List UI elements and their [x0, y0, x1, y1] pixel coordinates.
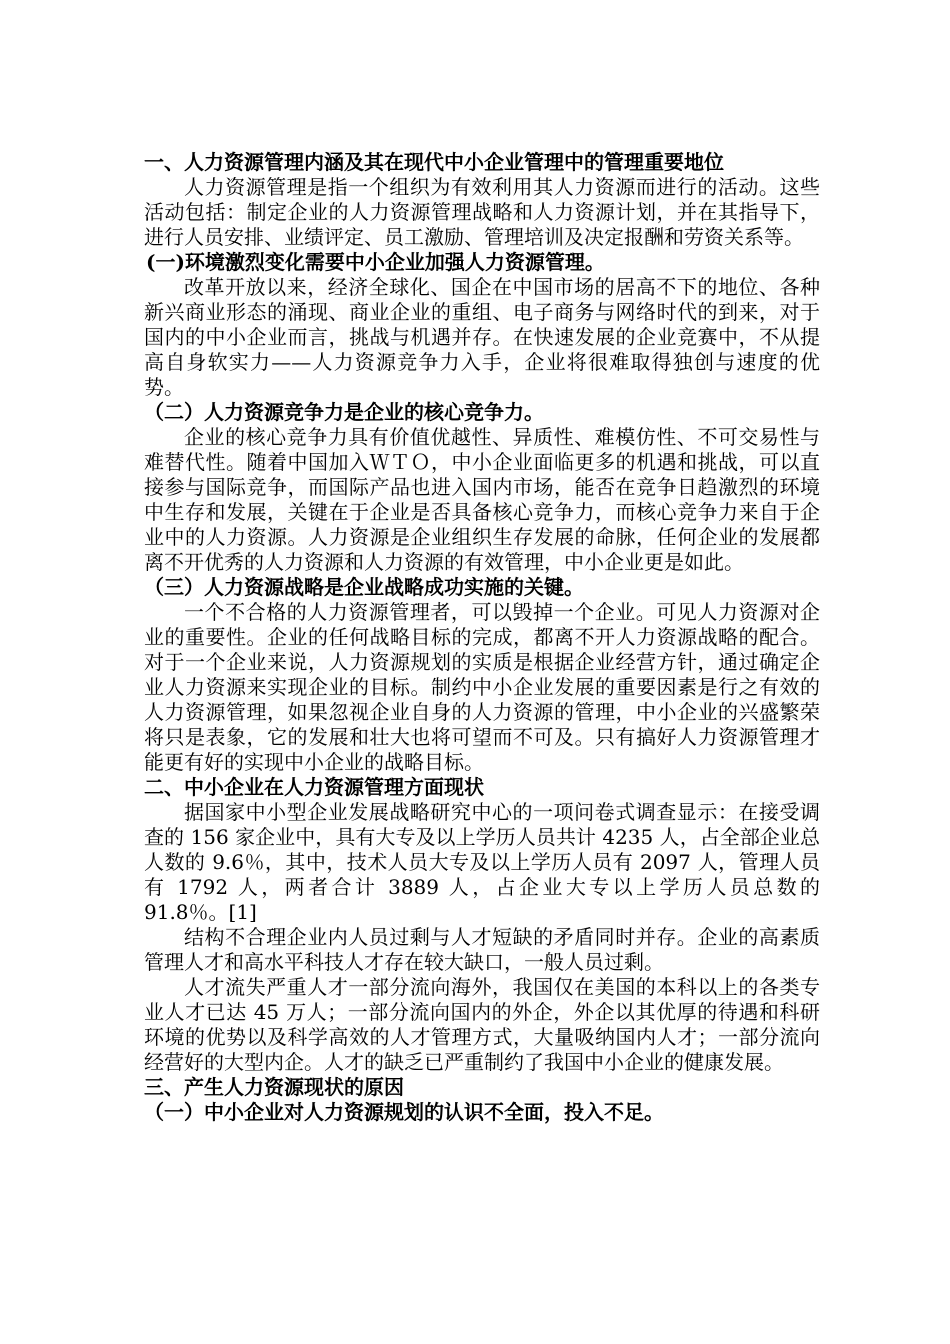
document-body [144, 150, 820, 1125]
paragraph-hrm-definition: 人力资源管理是指一个组织为有效利用其人力资源而进行的活动。这些活动包括：制定企业的人力资源管理战略和人力资源计划，并在其指导下，进行人员安排、业绩评定、员工激励、管理培训及决定报酬和劳资关系等。 [144, 175, 820, 249]
paragraph-core-competence: 企业的核心竞争力具有价值优越性、异质性、难模仿性、不可交易性与难替代性。随着中国加入ＷＴＯ，中小企业面临更多的机遇和挑战，可以直接参与国际竞争，而国际产品也进入国内市场，能否在竞争日趋激烈的环境中生存和发展，关键在于企业是否具备核心竞争力，而核心竞争力来自于企业中的人力资源。人力资源是企业组织生存发展的命脉，任何企业的发展都离不开优秀的人力资源和人力资源的有效管理，中小企业更是如此。 [144, 425, 820, 574]
subsection-heading-3-1: （一）中小企业对人力资源规划的认识不全面，投入不足。 [144, 1100, 664, 1124]
section-heading-1: 一、人力资源管理内涵及其在现代中小企业管理中的管理重要地位 [144, 150, 724, 174]
paragraph-structure: 结构不合理企业内人员过剩与人才短缺的矛盾同时并存。企业的高素质管理人才和高水平科技人才存在较大缺口，一般人员过剩。 [144, 925, 820, 974]
paragraph-survey-data: 据国家中小型企业发展战略研究中心的一项问卷式调查显示：在接受调查的 156 家企业中，具有大专及以上学历人员共计 4235 人，占全部企业总人数的 9.6％，其中，技术人员大专及以上学历人员有 2097 人，管理人员有 1792 人，两者合计 3889 人，占企业大专以上学历人员总数的 91.8％。[1] [144, 800, 820, 924]
paragraph-environment-change: 改革开放以来，经济全球化、国企在中国市场的居高不下的地位、各种新兴商业形态的涌现、商业企业的重组、电子商务与网络时代的到来，对于国内的中小企业而言，挑战与机遇并存。在快速发展的企业竞赛中，不从提高自身软实力——人力资源竞争力入手，企业将很难取得独创与速度的优势。 [144, 275, 820, 399]
section-heading-2: 二、中小企业在人力资源管理方面现状 [144, 775, 484, 799]
subsection-heading-1-3: （三）人力资源战略是企业战略成功实施的关键。 [144, 575, 584, 599]
paragraph-hr-strategy: 一个不合格的人力资源管理者，可以毁掉一个企业。可见人力资源对企业的重要性。企业的任何战略目标的完成，都离不开人力资源战略的配合。对于一个企业来说，人力资源规划的实质是根据企业经营方针，通过确定企业人力资源来实现企业的目标。制约中小企业发展的重要因素是行之有效的人力资源管理，如果忽视企业自身的人力资源的管理，中小企业的兴盛繁荣将只是表象，它的发展和壮大也将可望而不可及。只有搞好人力资源管理才能更有好的实现中小企业的战略目标。 [144, 600, 820, 774]
section-heading-3: 三、产生人力资源现状的原因 [144, 1075, 404, 1099]
subsection-heading-1-1: (一)环境激烈变化需要中小企业加强人力资源管理。 [146, 250, 605, 274]
paragraph-talent-loss: 人才流失严重人才一部分流向海外，我国仅在美国的本科以上的各类专业人才已达 45 万人；一部分流向国内的外企，外企以其优厚的待遇和科研环境的优势以及科学高效的人才管理方式，大量吸纳国内人才；一部分流向经营好的大型内企。人才的缺乏已严重制约了我国中小企业的健康发展。 [144, 975, 820, 1074]
subsection-heading-1-2: （二）人力资源竞争力是企业的核心竞争力。 [144, 400, 544, 424]
